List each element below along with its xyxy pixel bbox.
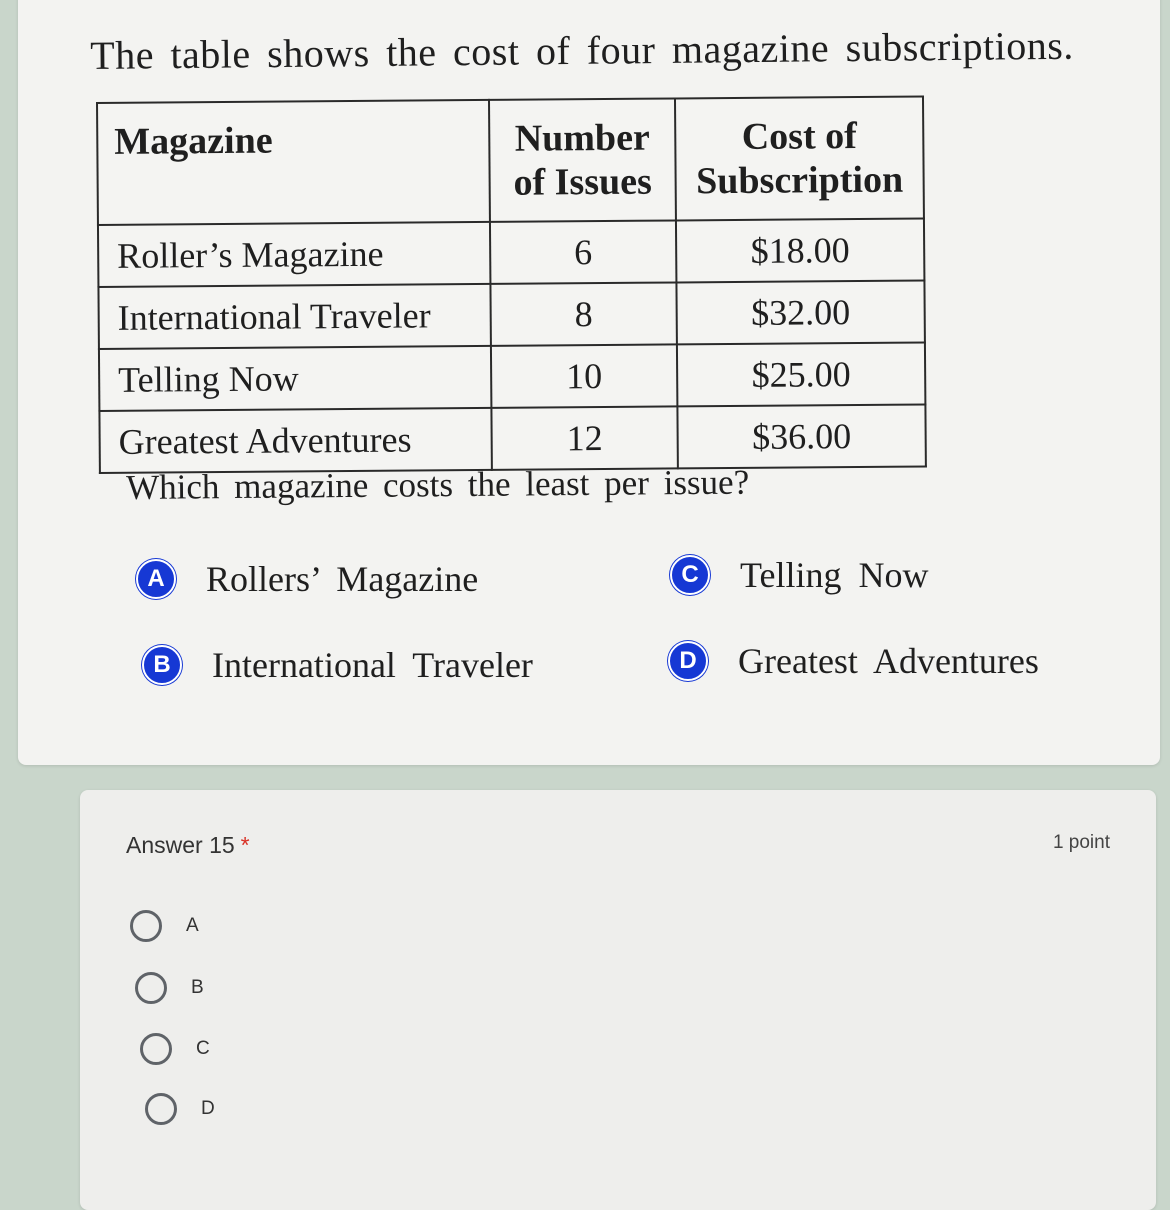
choice-b-badge: B [142,645,182,685]
answer-card [80,790,1156,1210]
radio-d[interactable] [145,1093,177,1125]
points-label: 1 point [1052,832,1110,853]
cell-cost: $18.00 [676,219,924,283]
answer-title-label: Answer 15 [126,832,235,858]
header-issues-line1: Number [514,116,651,160]
choice-c [670,554,928,596]
table-row [99,342,925,410]
cell-magazine: Roller’s Magazine [98,222,490,287]
radio-c[interactable] [140,1033,172,1065]
answer-option-label: D [201,1098,215,1119]
cell-issues: 10 [491,344,677,407]
question-card [18,0,1160,765]
question-prompt: The table shows the cost of four magazine subscriptions. [90,22,1074,78]
cell-magazine: Telling Now [99,346,491,411]
cell-cost: $32.00 [676,280,924,344]
answer-option-d[interactable] [145,1093,215,1125]
choice-d-text: Greatest Adventures [738,641,1039,681]
header-magazine: Magazine [97,100,490,225]
choice-b [142,644,533,686]
choice-b-text: International Traveler [212,645,533,685]
radio-b[interactable] [135,972,167,1004]
answer-option-b[interactable] [135,972,204,1004]
answer-title [126,832,250,859]
header-cost-line2: Subscription [695,158,904,203]
cell-issues: 8 [490,282,676,345]
choice-a-badge: A [136,559,176,599]
table-row [98,280,924,348]
header-issues-line2: of Issues [513,160,652,204]
answer-option-label: C [196,1038,210,1059]
table-header-row [97,97,924,225]
header-number-of-issues [489,98,676,221]
cell-issues: 6 [490,220,676,283]
choice-c-text: Telling Now [740,555,929,595]
header-cost-line1: Cost of [741,115,857,158]
answer-option-label: B [191,977,204,998]
cell-cost: $25.00 [677,342,925,406]
choice-a [136,558,478,600]
choice-c-badge: C [670,555,710,595]
choice-d-badge: D [668,641,708,681]
cell-magazine: International Traveler [98,284,490,349]
answer-option-a[interactable] [130,910,199,942]
cell-issues: 12 [491,406,677,469]
radio-a[interactable] [130,910,162,942]
cell-cost: $36.00 [677,404,925,468]
question-text: Which magazine costs the least per issue? [126,462,750,507]
answer-option-label: A [186,915,199,936]
header-cost-of-subscription [675,97,924,221]
required-asterisk: * [240,832,250,858]
table-row [99,404,925,472]
choice-a-text: Rollers’ Magazine [206,559,479,599]
cell-magazine: Greatest Adventures [99,408,491,473]
magazine-table [96,95,927,473]
choice-d [668,640,1039,682]
table-row [98,219,924,287]
answer-option-c[interactable] [140,1033,210,1065]
